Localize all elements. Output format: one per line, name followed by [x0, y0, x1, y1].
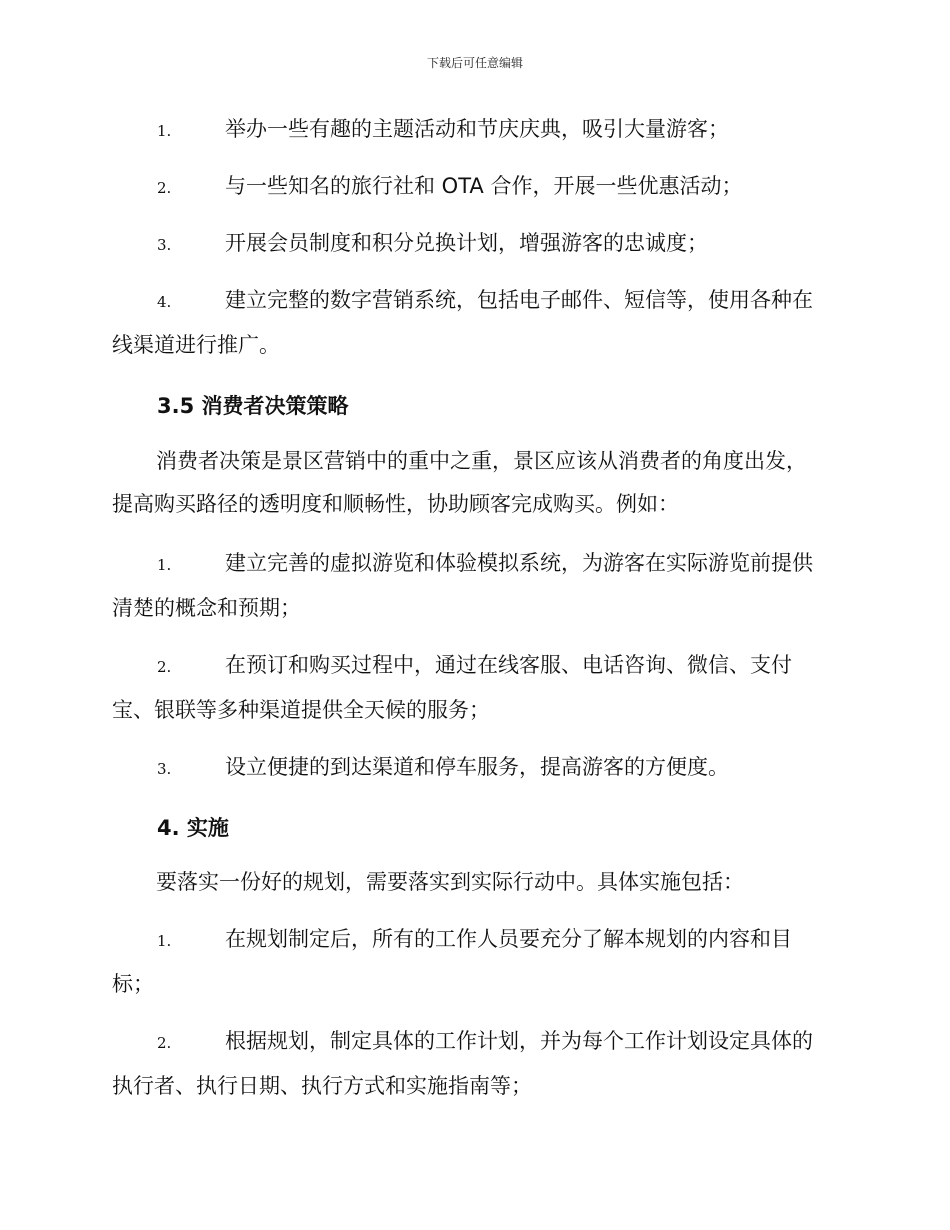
list-text: 举办一些有趣的主题活动和节庆庆典，吸引大量游客； — [225, 117, 729, 141]
list-text: 根据规划，制定具体的工作计划，并为每个工作计划设定具体的 — [225, 1029, 813, 1053]
list-item — [112, 746, 837, 791]
list-number: 3. — [157, 236, 172, 254]
paragraph-line: 消费者决策是景区营销中的重中之重，景区应该从消费者的角度出发， — [156, 449, 807, 473]
list-text: 建立完整的数字营销系统，包括电子邮件、短信等，使用各种在 — [225, 288, 813, 312]
list-text: 在预订和购买过程中，通过在线客服、电话咨询、微信、支付 — [225, 653, 792, 677]
list-number: 1. — [157, 122, 172, 140]
list-item — [112, 1020, 837, 1108]
paragraph-line: 提高购买路径的透明度和顺畅性，协助顾客完成购买。例如： — [112, 492, 679, 516]
page-header: 下载后可任意编辑 — [426, 56, 523, 70]
paragraph — [112, 861, 837, 904]
list-text: 设立便捷的到达渠道和停车服务，提高游客的方便度。 — [225, 755, 729, 779]
list-number: 3. — [157, 760, 172, 778]
list-number: 4. — [157, 293, 172, 311]
list-number: 2. — [157, 1034, 172, 1052]
list-item — [112, 108, 837, 153]
list-number: 2. — [157, 658, 172, 676]
list-item — [112, 165, 837, 210]
section-heading: 4. 实施 — [157, 816, 229, 840]
list-text: 建立完善的虚拟游览和体验模拟系统，为游客在实际游览前提供 — [225, 551, 813, 575]
list-text: 与一些知名的旅行社和 OTA 合作，开展一些优惠活动； — [225, 174, 743, 198]
paragraph — [112, 440, 837, 526]
list-text-continued: 标； — [112, 972, 154, 996]
list-item — [112, 918, 837, 1006]
paragraph-line: 要落实一份好的规划，需要落实到实际行动中。具体实施包括： — [156, 870, 744, 894]
list-text: 开展会员制度和积分兑换计划，增强游客的忠诚度； — [225, 231, 708, 255]
list-text-continued: 线渠道进行推广。 — [112, 333, 280, 357]
list-item — [112, 279, 837, 367]
list-item — [112, 222, 837, 267]
list-text-continued: 清楚的概念和预期； — [112, 596, 301, 620]
section-heading: 3.5 消费者决策策略 — [157, 394, 349, 418]
list-item — [112, 644, 837, 732]
list-number: 1. — [157, 556, 172, 574]
list-number: 1. — [157, 932, 172, 950]
list-item — [112, 542, 837, 630]
list-text: 在规划制定后，所有的工作人员要充分了解本规划的内容和目 — [225, 927, 792, 951]
list-text-continued: 执行者、执行日期、执行方式和实施指南等； — [112, 1074, 532, 1098]
list-text-continued: 宝、银联等多种渠道提供全天候的服务； — [112, 698, 490, 722]
list-number: 2. — [157, 179, 172, 197]
